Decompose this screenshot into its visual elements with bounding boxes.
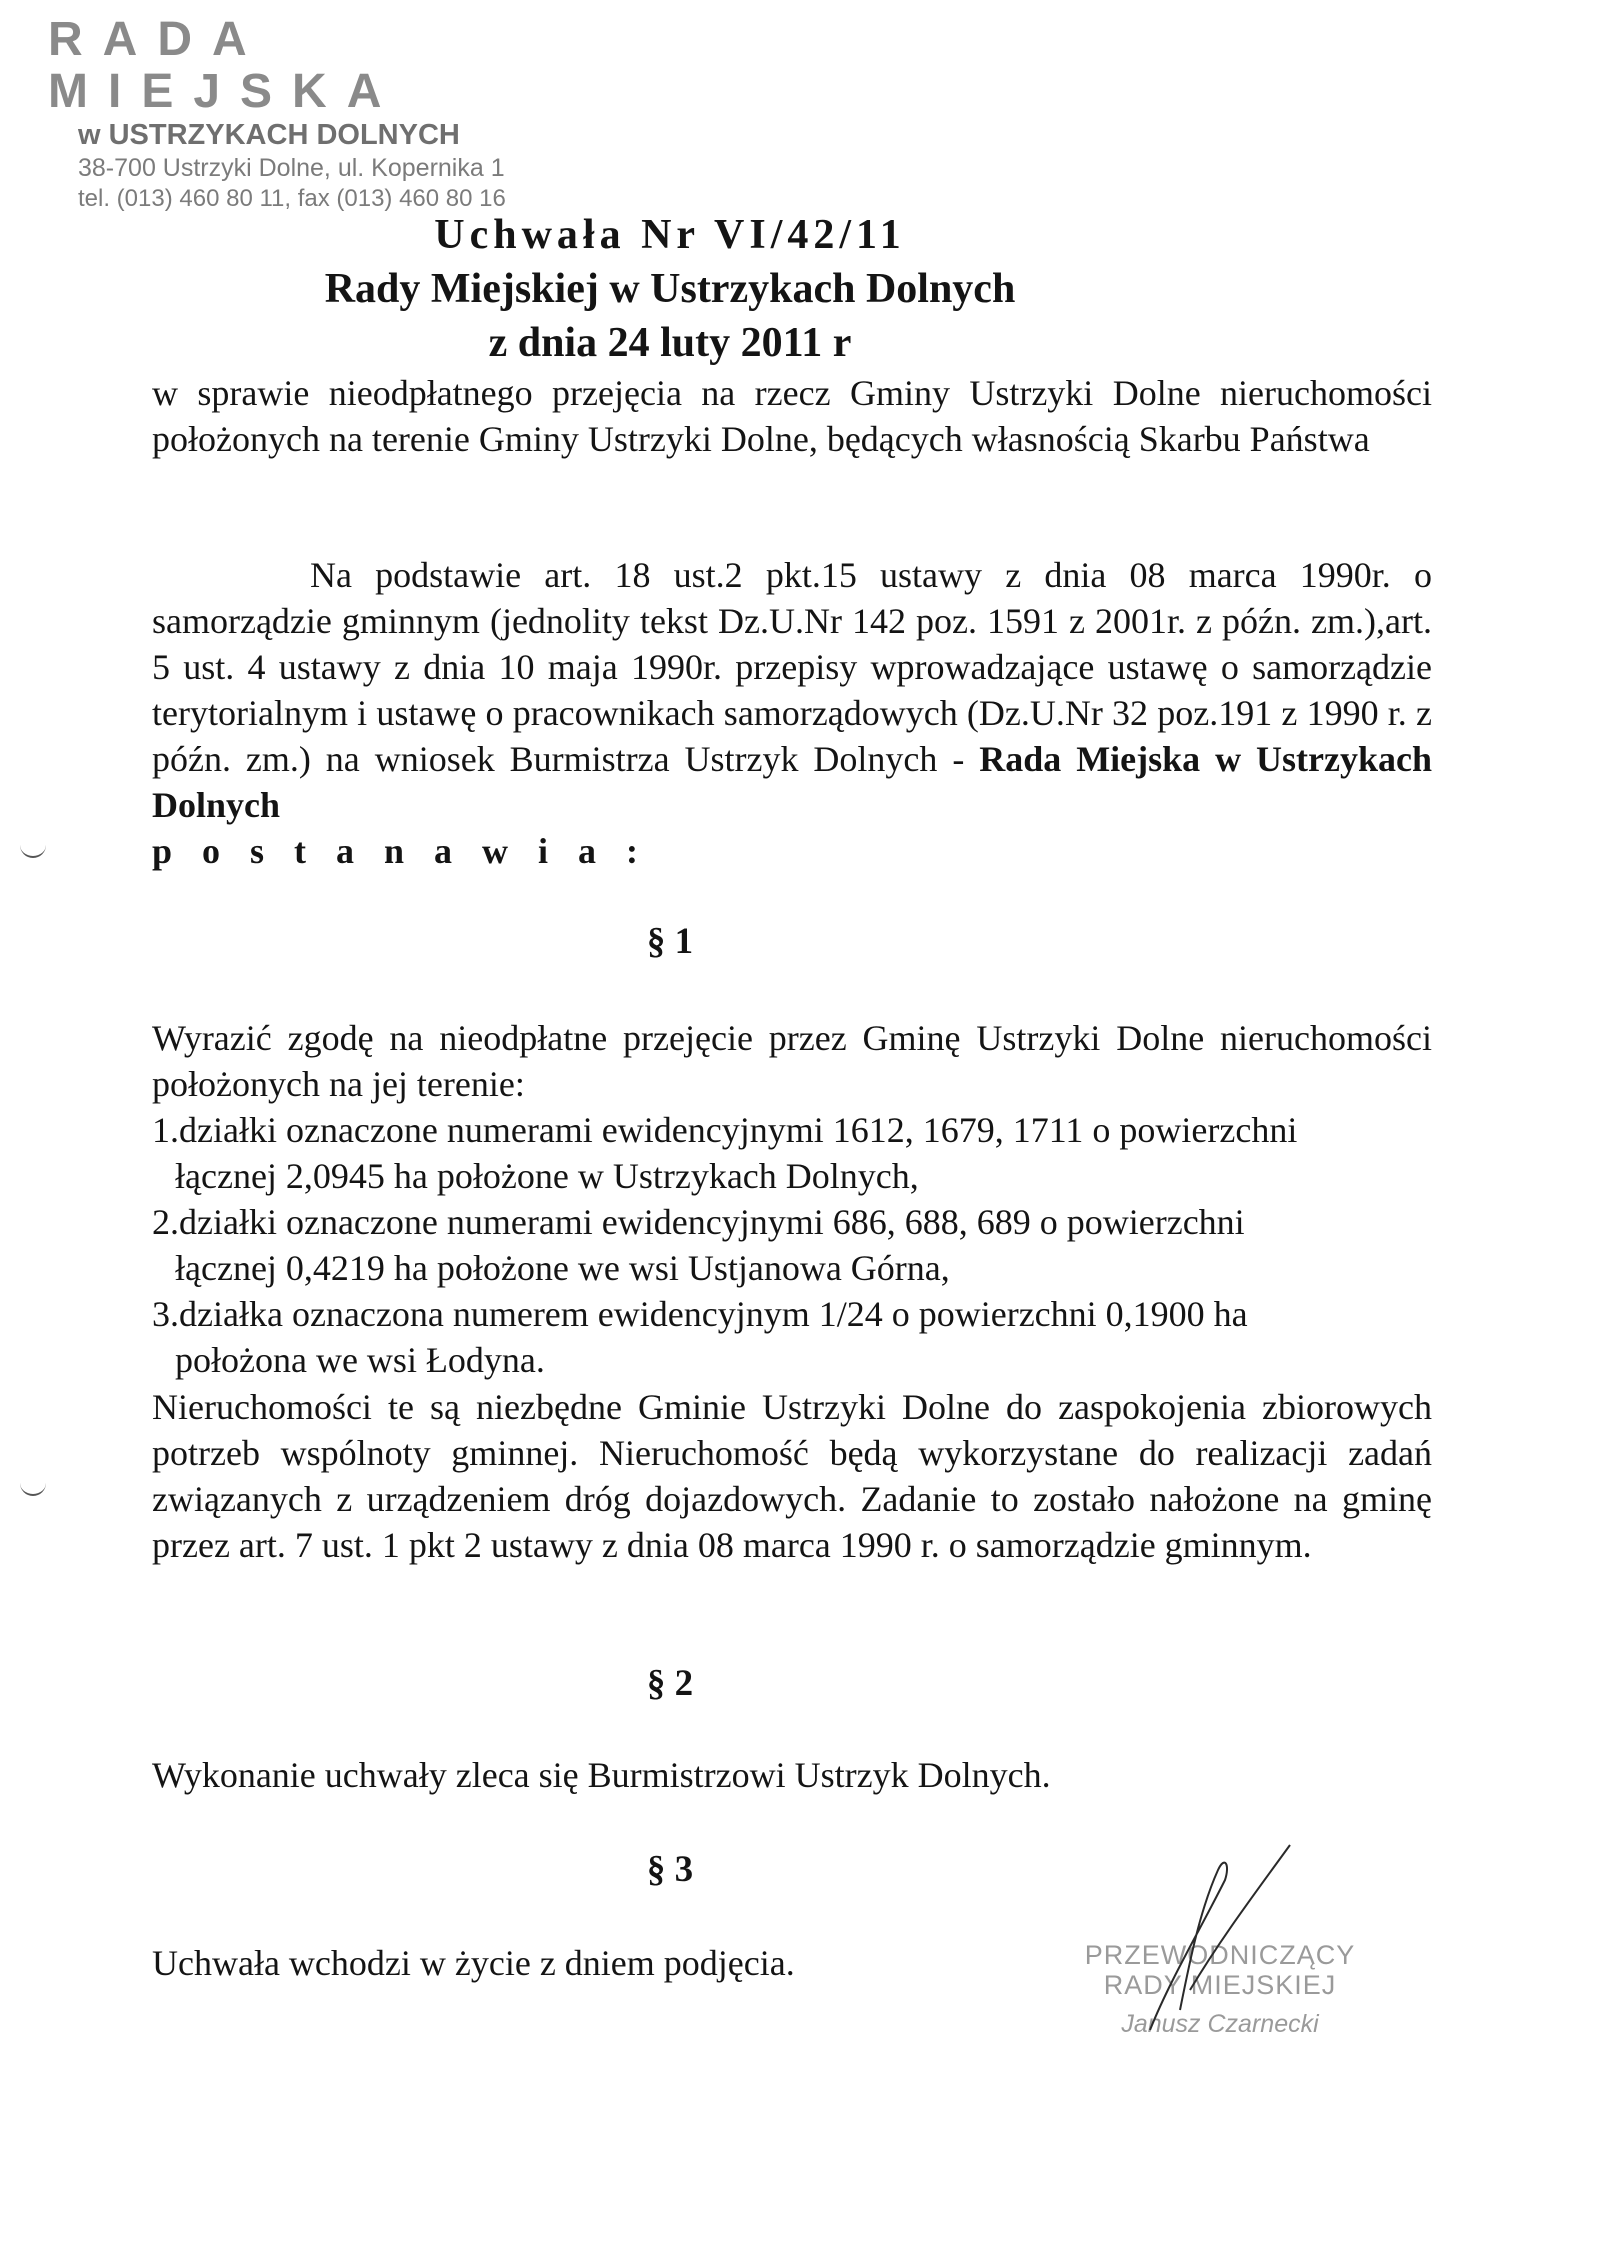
legal-basis-paragraph [152,552,1432,874]
list-item-line: działki oznaczone numerami ewidencyjnymi 686, 688, 689 o powierzchni [179,1202,1245,1242]
signature-stamp-title: PRZEWODNICZĄCY [1084,1940,1356,1970]
signature-stamp-body: RADY MIEJSKIEJ [1103,1970,1337,2000]
section-2-heading: § 2 [646,1663,694,1704]
section-1-intro: Wyrazić zgodę na nieodpłatne przejęcie przez Gminę Ustrzyki Dolne nieruchomości położonych na jej terenie: [152,1018,1432,1104]
council-name-bold: Rada Miejska w Ustrzykach Dolnych [152,739,1432,825]
stamp-location: w USTRZYKACH DOLNYCH [78,119,460,151]
council-header-stamp [48,14,548,214]
list-item-number: 2. [152,1202,179,1242]
list-item-number: 3. [152,1294,179,1334]
stamp-phone: tel. (013) 460 80 11, fax (013) 460 80 16 [78,185,506,212]
list-item-line: działka oznaczona numerem ewidencyjnym 1/24 o powierzchni 0,1900 ha [179,1294,1248,1334]
stamp-address: 38-700 Ustrzyki Dolne, ul. Kopernika 1 [78,154,505,182]
list-item-continuation: łącznej 0,4219 ha położone we wsi Ustjanowa Górna, [175,1248,950,1288]
resolution-subject: w sprawie nieodpłatnego przejęcia na rzecz Gminy Ustrzyki Dolne nieruchomości położonych na terenie Gminy Ustrzyki Dolne, będących własnością Skarbu Państwa [152,373,1432,459]
list-item [152,1199,1442,1291]
list-item-line: działki oznaczone numerami ewidencyjnymi 1612, 1679, 1711 o powierzchni [179,1110,1298,1150]
handwritten-signature [1130,1840,1310,2040]
list-item [152,1291,1442,1383]
parcel-list [152,1107,1442,1383]
margin-mark [20,1480,46,1496]
list-item-continuation: położona we wsi Łodyna. [175,1340,545,1380]
stamp-council-name: RADA MIEJSKA [48,13,402,118]
section-1-justification: Nieruchomości te są niezbędne Gminie Ustrzyki Dolne do zaspokojenia zbiorowych potrzeb wspólnoty gminnej. Nieruchomość będą wykorzystane do realizacji zadań związanych z urządzeniem dróg dojazdowych. Zadanie to zostało nałożone na gminę przez art. 7 ust. 1 pkt 2 ustawy z dnia 08 marca 1990 r. o samorządzie gminnym. [152,1387,1432,1565]
resolution-issuer: Rady Miejskiej w Ustrzykach Dolnych [324,266,1016,312]
section-3-heading: § 3 [646,1849,694,1890]
margin-mark [20,842,46,858]
resolution-date: z dnia 24 luty 2011 r [488,320,852,366]
signature-stamp-name: Janusz Czarnecki [1121,2010,1319,2038]
section-3-text: Uchwała wchodzi w życie z dniem podjęcia. [152,1943,795,1983]
section-2-text: Wykonanie uchwały zleca się Burmistrzowi Ustrzyk Dolnych. [152,1755,1051,1795]
decides-word: postanawia: [152,831,669,871]
section-1-heading: § 1 [646,921,694,962]
list-item-continuation: łącznej 2,0945 ha położone w Ustrzykach Dolnych, [175,1156,919,1196]
list-item [152,1107,1442,1199]
legal-basis-text: Na podstawie art. 18 ust.2 pkt.15 ustawy z dnia 08 marca 1990r. o samorządzie gminnym (jednolity tekst Dz.U.Nr 142 poz. 1591 z 2001r. z późn. zm.),art. 5 ust. 4 ustawy z dnia 10 maja 1990r. przepisy wprowadzające ustawę o samorządzie terytorialnym i ustawę o pracownikach samorządowych (Dz.U.Nr 32 poz.191 z 1990 r. z późn. zm.) na wniosek Burmistrza Ustrzyk Dolnych - [152,555,1432,779]
list-item-number: 1. [152,1110,179,1150]
resolution-number: Uchwała Nr VI/42/11 [434,212,906,258]
